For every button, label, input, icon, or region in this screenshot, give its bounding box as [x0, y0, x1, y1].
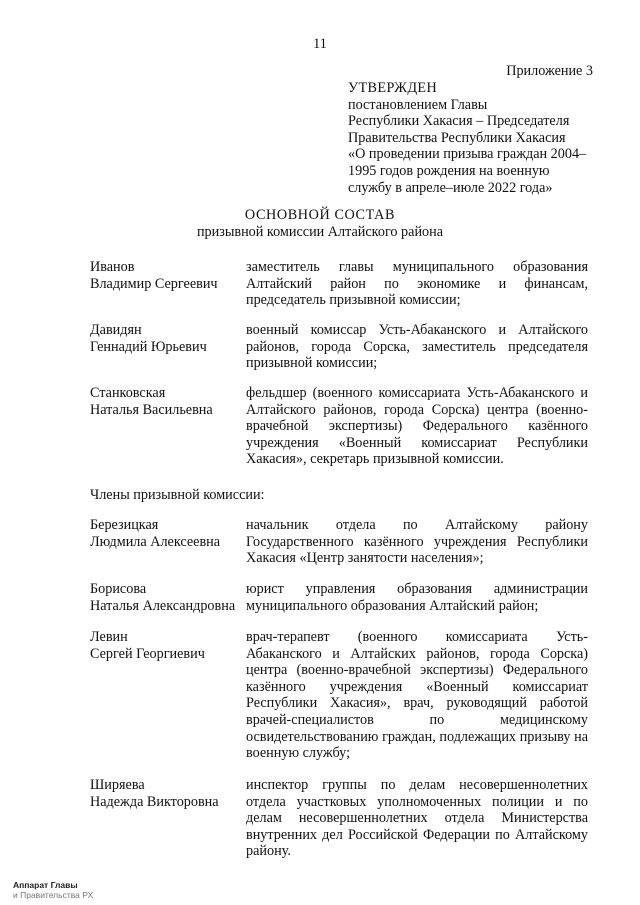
heading-title: ОСНОВНОЙ СОСТАВ — [244, 207, 396, 223]
approval-line: постановлением Главы — [348, 96, 488, 113]
members-label: Члены призывной комиссии: — [90, 487, 265, 503]
person-name — [90, 581, 250, 614]
approval-line: УТВЕРЖДЕН — [348, 80, 438, 96]
footer-stamp — [13, 880, 93, 900]
appendix-label: Приложение 3 — [506, 63, 593, 79]
given-names: Наталья Васильевна — [90, 401, 213, 418]
page-number: 11 — [313, 36, 327, 52]
person-name — [90, 259, 250, 292]
person-name — [90, 517, 250, 550]
given-names: Геннадий Юрьевич — [90, 338, 207, 355]
person-role: заместитель главы муниципального образования Алтайский район по экономике и финансам, председатель призывной комиссии; — [246, 259, 588, 309]
footer-stamp-line: и Правительства РХ — [13, 890, 94, 900]
approval-line: 1995 годов рождения на военную — [348, 162, 550, 179]
person-name — [90, 385, 250, 418]
heading-subtitle: призывной комиссии Алтайского района — [196, 223, 444, 240]
approval-line: «О проведении призыва граждан 2004– — [348, 146, 587, 163]
footer-stamp-line: Аппарат Главы — [13, 880, 78, 890]
document-heading — [0, 207, 640, 240]
surname: Станковская — [90, 385, 166, 401]
person-role: начальник отдела по Алтайскому району Государственного казённого учреждения Республики Хакасия «Центр занятости населения»; — [246, 517, 588, 567]
approval-line: Республики Хакасия – Председателя — [348, 113, 570, 130]
given-names: Наталья Александровна — [90, 597, 236, 614]
person-role: фельдшер (военного комиссариата Усть-Абаканского и Алтайского районов, города Сорска) центра (военно-врачебной экспертизы) Федерального казённого учреждения «Военный комиссариат Республики Хакасия», секретарь призывной комиссии. — [246, 385, 588, 468]
surname: Березицкая — [90, 517, 159, 533]
surname: Борисова — [90, 581, 147, 597]
person-role: военный комиссар Усть-Абаканского и Алтайского районов, города Сорска, заместитель председателя призывной комиссии; — [246, 322, 588, 372]
person-name — [90, 629, 250, 662]
person-name — [90, 322, 250, 355]
surname: Левин — [90, 629, 128, 645]
approval-line: службу в апреле–июле 2022 года» — [348, 179, 553, 196]
approval-block — [348, 80, 598, 196]
surname: Давидян — [90, 322, 142, 338]
person-role: врач-терапевт (военного комиссариата Усть-Абаканского и Алтайских районов, города Сорска) центра (военно-врачебной экспертизы) Федерального казённого учреждения «Военный комиссариат Республики Хакасия», врач, руководящий работой врачей-специалистов по медицинскому освидетельствованию граждан, подлежащих призыву на военную службу; — [246, 629, 588, 762]
person-role: юрист управления образования администрации муниципального образования Алтайский район; — [246, 581, 588, 614]
given-names: Сергей Георгиевич — [90, 645, 205, 662]
given-names: Людмила Алексеевна — [90, 533, 221, 550]
given-names: Надежда Викторовна — [90, 793, 219, 810]
approval-line: Правительства Республики Хакасия — [348, 129, 566, 146]
surname: Иванов — [90, 259, 135, 275]
surname: Ширяева — [90, 777, 145, 793]
person-name — [90, 777, 250, 810]
person-role: инспектор группы по делам несовершеннолетних отдела участковых уполномоченных полиции и по делам несовершеннолетних отдела Министерства внутренних дел Российской Федерации по Алтайскому району. — [246, 777, 588, 860]
given-names: Владимир Сергеевич — [90, 275, 218, 292]
